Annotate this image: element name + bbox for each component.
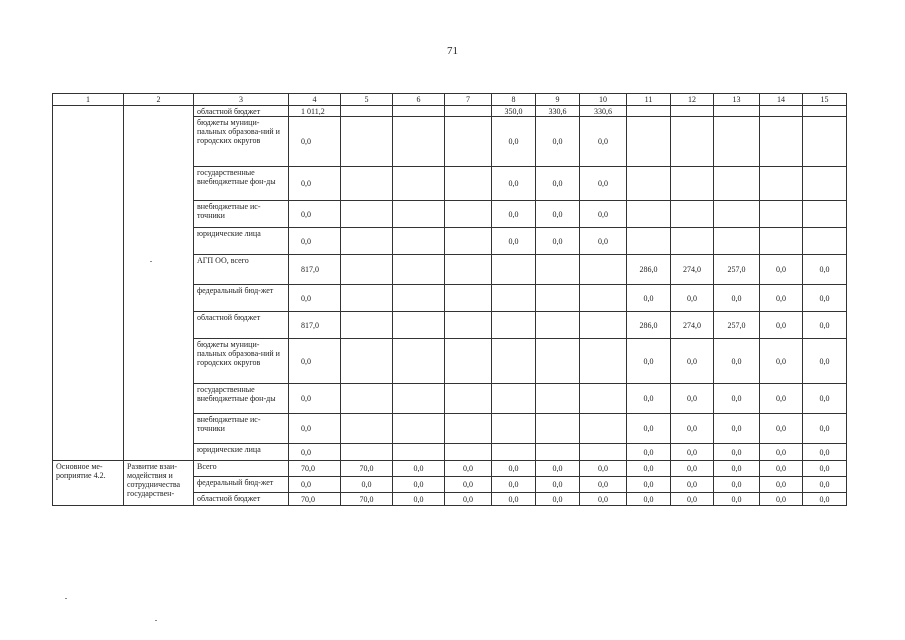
value-cell: 70,0: [341, 461, 393, 477]
measure-description: Развитие взаи-модействия и сотрудничества государствен-: [124, 461, 194, 506]
value-cell: [341, 312, 393, 339]
value-cell: 70,0: [341, 493, 393, 506]
value-cell: 0,0: [445, 461, 492, 477]
value-cell: [341, 201, 393, 228]
column-header: 11: [627, 94, 671, 106]
value-cell: 0,0: [289, 444, 341, 461]
value-cell: 0,0: [714, 444, 760, 461]
value-cell: 0,0: [492, 201, 536, 228]
value-cell: [536, 312, 580, 339]
value-cell: [671, 167, 714, 201]
value-cell: 0,0: [393, 461, 445, 477]
value-cell: [492, 255, 536, 285]
value-cell: [580, 339, 627, 384]
value-cell: [536, 339, 580, 384]
funding-source-label: внебюджетные ис-точники: [194, 201, 289, 228]
value-cell: 0,0: [289, 384, 341, 414]
value-cell: 0,0: [714, 461, 760, 477]
value-cell: 350,0: [492, 106, 536, 117]
value-cell: 0,0: [580, 201, 627, 228]
funding-source-label: федеральный бюд-жет: [194, 285, 289, 312]
value-cell: [580, 255, 627, 285]
value-cell: 0,0: [580, 117, 627, 167]
value-cell: 0,0: [393, 493, 445, 506]
value-cell: 0,0: [760, 444, 803, 461]
value-cell: [714, 117, 760, 167]
value-cell: [445, 228, 492, 255]
value-cell: 0,0: [671, 444, 714, 461]
value-cell: 0,0: [536, 201, 580, 228]
budget-table: [52, 93, 847, 506]
value-cell: [536, 414, 580, 444]
value-cell: [445, 384, 492, 414]
value-cell: [492, 339, 536, 384]
value-cell: [760, 167, 803, 201]
value-cell: [580, 312, 627, 339]
value-cell: [671, 117, 714, 167]
column-header: 14: [760, 94, 803, 106]
value-cell: 257,0: [714, 255, 760, 285]
funding-source-label: внебюджетные ис-точники: [194, 414, 289, 444]
value-cell: 0,0: [671, 384, 714, 414]
value-cell: [393, 201, 445, 228]
value-cell: [445, 444, 492, 461]
value-cell: [393, 117, 445, 167]
value-cell: 0,0: [671, 339, 714, 384]
column-header: 3: [194, 94, 289, 106]
value-cell: [627, 228, 671, 255]
value-cell: [580, 414, 627, 444]
value-cell: [393, 312, 445, 339]
page-number: 71: [447, 45, 458, 57]
value-cell: 0,0: [803, 384, 847, 414]
value-cell: [714, 106, 760, 117]
column-header: 13: [714, 94, 760, 106]
value-cell: 0,0: [536, 477, 580, 493]
value-cell: 0,0: [580, 228, 627, 255]
value-cell: 0,0: [492, 117, 536, 167]
column-header: 6: [393, 94, 445, 106]
value-cell: 0,0: [492, 228, 536, 255]
value-cell: 0,0: [445, 477, 492, 493]
value-cell: 0,0: [580, 477, 627, 493]
value-cell: 330,6: [536, 106, 580, 117]
value-cell: 274,0: [671, 312, 714, 339]
table-body: [53, 106, 847, 461]
funding-source-label: областной бюджет: [194, 312, 289, 339]
value-cell: 0,0: [671, 493, 714, 506]
empty-cell: [53, 106, 124, 461]
value-cell: 0,0: [803, 285, 847, 312]
value-cell: [445, 167, 492, 201]
value-cell: 0,0: [671, 414, 714, 444]
value-cell: 0,0: [803, 444, 847, 461]
value-cell: 0,0: [580, 493, 627, 506]
value-cell: 0,0: [803, 312, 847, 339]
value-cell: 0,0: [760, 414, 803, 444]
value-cell: [341, 339, 393, 384]
value-cell: 0,0: [289, 339, 341, 384]
value-cell: 286,0: [627, 312, 671, 339]
column-header: 5: [341, 94, 393, 106]
column-header: 12: [671, 94, 714, 106]
value-cell: 817,0: [289, 312, 341, 339]
value-cell: 0,0: [289, 201, 341, 228]
value-cell: 0,0: [536, 167, 580, 201]
value-cell: [393, 255, 445, 285]
value-cell: [803, 228, 847, 255]
value-cell: 0,0: [627, 339, 671, 384]
value-cell: 0,0: [671, 477, 714, 493]
funding-source-label: федеральный бюд-жет: [194, 477, 289, 493]
value-cell: 0,0: [760, 339, 803, 384]
value-cell: 0,0: [627, 444, 671, 461]
value-cell: [393, 339, 445, 384]
value-cell: 0,0: [714, 477, 760, 493]
value-cell: [393, 414, 445, 444]
value-cell: 0,0: [289, 228, 341, 255]
funding-source-label: Всего: [194, 461, 289, 477]
value-cell: 0,0: [289, 117, 341, 167]
value-cell: [714, 201, 760, 228]
value-cell: 0,0: [714, 414, 760, 444]
value-cell: [492, 384, 536, 414]
table-row: [53, 106, 847, 117]
funding-source-label: областной бюджет: [194, 493, 289, 506]
value-cell: 0,0: [803, 477, 847, 493]
value-cell: 0,0: [393, 477, 445, 493]
header-row: [53, 94, 847, 106]
value-cell: 0,0: [671, 285, 714, 312]
value-cell: [627, 117, 671, 167]
value-cell: [492, 312, 536, 339]
funding-source-label: бюджеты муници-пальных образова-ний и городских округов: [194, 339, 289, 384]
value-cell: [341, 255, 393, 285]
value-cell: 817,0: [289, 255, 341, 285]
value-cell: 0,0: [580, 461, 627, 477]
value-cell: 0,0: [445, 493, 492, 506]
value-cell: 0,0: [536, 461, 580, 477]
funding-source-label: АГП ОО, всего: [194, 255, 289, 285]
value-cell: 0,0: [760, 312, 803, 339]
value-cell: [393, 285, 445, 312]
value-cell: 0,0: [714, 285, 760, 312]
value-cell: [341, 106, 393, 117]
value-cell: [536, 384, 580, 414]
value-cell: [714, 167, 760, 201]
value-cell: [393, 167, 445, 201]
value-cell: 0,0: [627, 384, 671, 414]
value-cell: [492, 285, 536, 312]
value-cell: 0,0: [760, 461, 803, 477]
value-cell: 0,0: [760, 477, 803, 493]
value-cell: [341, 228, 393, 255]
scan-speck: [65, 598, 67, 599]
value-cell: 0,0: [289, 167, 341, 201]
value-cell: [671, 106, 714, 117]
funding-source-label: юридические лица: [194, 228, 289, 255]
value-cell: [627, 201, 671, 228]
value-cell: [671, 201, 714, 228]
empty-cell: [124, 106, 194, 461]
scan-speck: [150, 261, 152, 262]
column-header: 15: [803, 94, 847, 106]
value-cell: 0,0: [627, 285, 671, 312]
column-header: 4: [289, 94, 341, 106]
value-cell: 0,0: [492, 493, 536, 506]
value-cell: [393, 444, 445, 461]
value-cell: [393, 228, 445, 255]
value-cell: 0,0: [803, 339, 847, 384]
value-cell: [627, 167, 671, 201]
funding-source-label: юридические лица: [194, 444, 289, 461]
value-cell: 70,0: [289, 461, 341, 477]
value-cell: 0,0: [760, 255, 803, 285]
measure-body: [53, 461, 847, 506]
value-cell: [393, 106, 445, 117]
value-cell: [760, 117, 803, 167]
value-cell: [445, 106, 492, 117]
value-cell: [445, 312, 492, 339]
value-cell: [760, 228, 803, 255]
value-cell: 0,0: [492, 167, 536, 201]
value-cell: 0,0: [580, 167, 627, 201]
value-cell: [492, 444, 536, 461]
value-cell: [341, 167, 393, 201]
value-cell: [393, 384, 445, 414]
value-cell: 330,6: [580, 106, 627, 117]
value-cell: [445, 201, 492, 228]
value-cell: [445, 285, 492, 312]
value-cell: [714, 228, 760, 255]
value-cell: [341, 117, 393, 167]
value-cell: 0,0: [536, 228, 580, 255]
value-cell: 0,0: [760, 384, 803, 414]
funding-source-label: областной бюджет: [194, 106, 289, 117]
table-row: [53, 461, 847, 477]
value-cell: 0,0: [536, 117, 580, 167]
funding-source-label: государственные внебюджетные фон-ды: [194, 167, 289, 201]
value-cell: [341, 285, 393, 312]
value-cell: [445, 339, 492, 384]
funding-source-label: бюджеты муници-пальных образова-ний и городских округов: [194, 117, 289, 167]
value-cell: [445, 414, 492, 444]
value-cell: 0,0: [760, 493, 803, 506]
value-cell: 286,0: [627, 255, 671, 285]
value-cell: [671, 228, 714, 255]
column-header: 10: [580, 94, 627, 106]
value-cell: 0,0: [627, 414, 671, 444]
value-cell: [803, 117, 847, 167]
funding-source-label: государственные внебюджетные фон-ды: [194, 384, 289, 414]
value-cell: [341, 414, 393, 444]
value-cell: 0,0: [671, 461, 714, 477]
value-cell: 0,0: [627, 477, 671, 493]
column-header: 9: [536, 94, 580, 106]
value-cell: [341, 444, 393, 461]
value-cell: 0,0: [803, 255, 847, 285]
value-cell: [803, 167, 847, 201]
value-cell: [536, 285, 580, 312]
value-cell: 0,0: [627, 461, 671, 477]
value-cell: 0,0: [289, 477, 341, 493]
value-cell: 0,0: [714, 384, 760, 414]
value-cell: 274,0: [671, 255, 714, 285]
column-header: 8: [492, 94, 536, 106]
value-cell: 0,0: [627, 493, 671, 506]
value-cell: [536, 255, 580, 285]
value-cell: 0,0: [803, 493, 847, 506]
value-cell: [803, 201, 847, 228]
value-cell: [760, 201, 803, 228]
scan-speck: [155, 620, 157, 621]
value-cell: 0,0: [803, 461, 847, 477]
value-cell: [580, 285, 627, 312]
value-cell: [580, 384, 627, 414]
value-cell: 0,0: [341, 477, 393, 493]
column-header: 7: [445, 94, 492, 106]
value-cell: [445, 255, 492, 285]
value-cell: 0,0: [289, 285, 341, 312]
value-cell: 257,0: [714, 312, 760, 339]
value-cell: [492, 414, 536, 444]
value-cell: 0,0: [536, 493, 580, 506]
value-cell: [445, 117, 492, 167]
value-cell: 0,0: [760, 285, 803, 312]
value-cell: 0,0: [714, 339, 760, 384]
value-cell: [536, 444, 580, 461]
value-cell: 0,0: [289, 414, 341, 444]
value-cell: [803, 106, 847, 117]
value-cell: 0,0: [714, 493, 760, 506]
measure-name: Основное ме-роприятие 4.2.: [53, 461, 124, 506]
value-cell: [580, 444, 627, 461]
value-cell: 0,0: [492, 461, 536, 477]
value-cell: 70,0: [289, 493, 341, 506]
value-cell: 0,0: [492, 477, 536, 493]
column-header: 1: [53, 94, 124, 106]
value-cell: 1 011,2: [289, 106, 341, 117]
value-cell: [627, 106, 671, 117]
value-cell: 0,0: [803, 414, 847, 444]
column-header: 2: [124, 94, 194, 106]
value-cell: [341, 384, 393, 414]
value-cell: [760, 106, 803, 117]
